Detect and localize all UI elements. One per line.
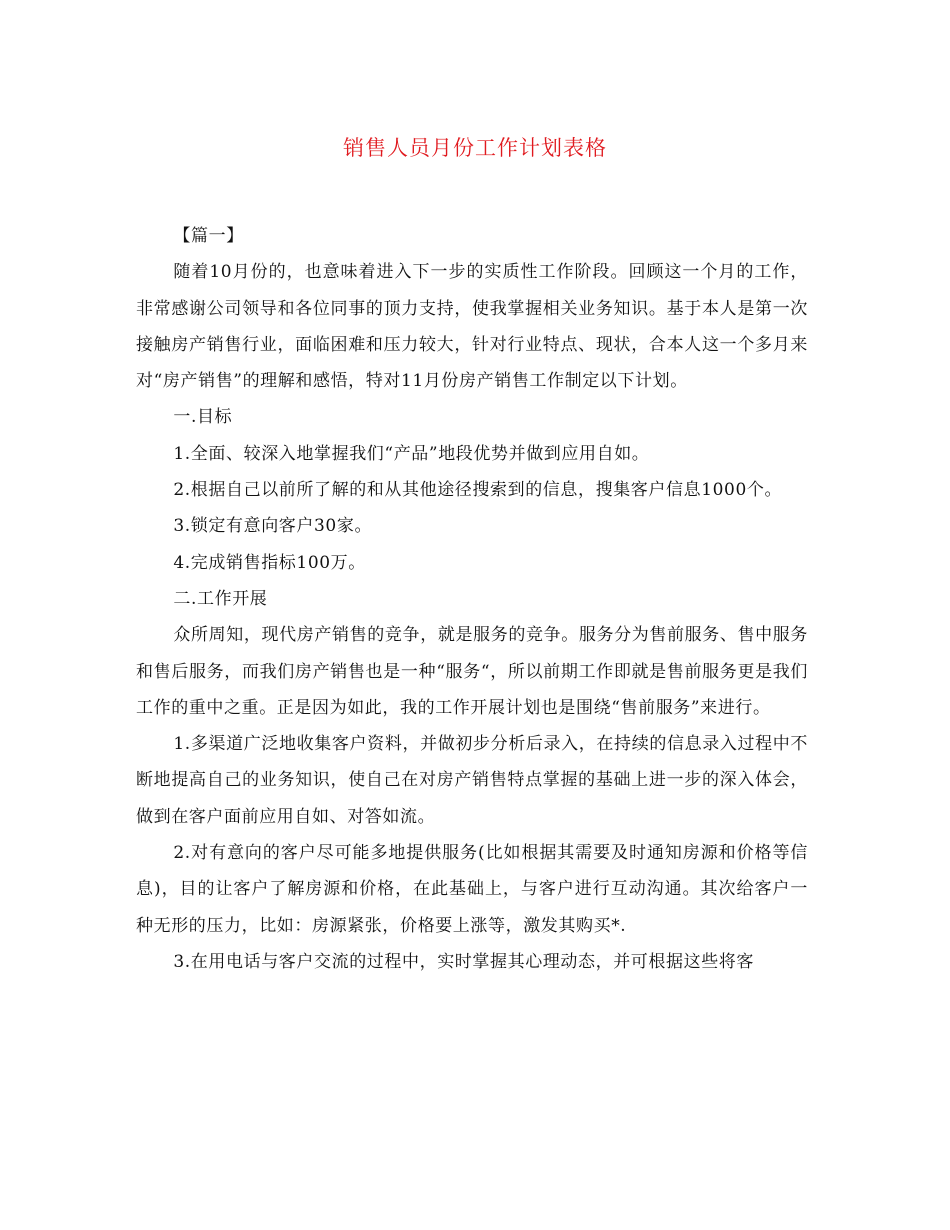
section-heading-work: 二.工作开展 xyxy=(173,588,268,609)
work-item-3: 3.在用电话与客户交流的过程中，实时掌握其心理动态，并可根据这些将客 xyxy=(173,951,755,972)
document-title: 销售人员月份工作计划表格 xyxy=(343,136,607,160)
work-item-1: 1.多渠道广泛地收集客户资料，并做初步分析后录入，在持续的信息录入过程中不断地提高自己的业务知识，使自己在对房产销售特点掌握的基础上进一步的深入体会，做到在客户面前应用自如、对答如流。 xyxy=(136,734,808,827)
work-intro-paragraph: 众所周知，现代房产销售的竞争，就是服务的竞争。服务分为售前服务、售中服务和售后服务，而我们房产销售也是一种“服务“，所以前期工作即就是售前服务更是我们工作的重中之重。正是因为如此，我的工作开展计划也是围绕“售前服务”来进行。 xyxy=(136,625,808,718)
goal-item-4: 4.完成销售指标100万。 xyxy=(173,552,366,573)
goal-item-1: 1.全面、较深入地掌握我们“产品”地段优势并做到应用自如。 xyxy=(173,443,650,464)
work-item-2: 2.对有意向的客户尽可能多地提供服务(比如根据其需要及时通知房源和价格等信息)，目的让客户了解房源和价格，在此基础上，与客户进行互动沟通。其次给客户一种无形的压力，比如：房源紧张，价格要上涨等，激发其购买*. xyxy=(136,843,808,936)
goal-item-3: 3.锁定有意向客户30家。 xyxy=(173,516,373,537)
section-heading-part-one: 【篇一】 xyxy=(173,226,244,246)
section-heading-goals: 一.目标 xyxy=(173,407,233,428)
document-body xyxy=(136,218,808,980)
intro-paragraph: 随着10月份的，也意味着进入下一步的实质性工作阶段。回顾这一个月的工作，非常感谢公司领导和各位同事的顶力支持，使我掌握相关业务知识。基于本人是第一次接触房产销售行业，面临困难和压力较大，针对行业特点、现状，合本人这一个多月来对“房产销售”的理解和感悟，特对11月份房产销售工作制定以下计划。 xyxy=(136,262,808,392)
goal-item-2: 2.根据自己以前所了解的和从其他途径搜索到的信息，搜集客户信息1000个。 xyxy=(173,480,783,501)
